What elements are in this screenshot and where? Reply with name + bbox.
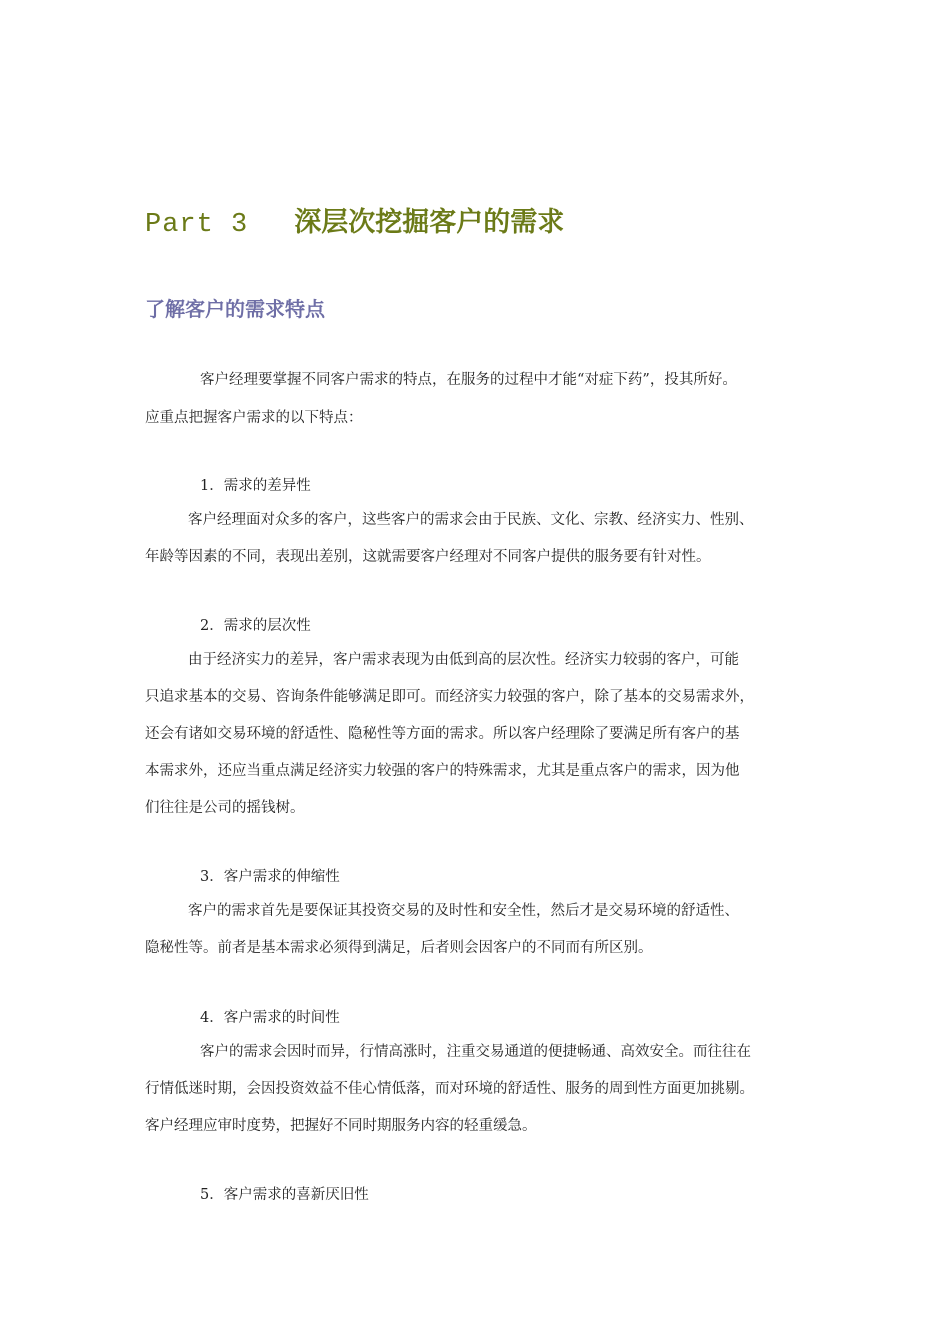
item-text-line: 隐秘性等。前者是基本需求必须得到满足，后者则会因客户的不同而有所区别。	[145, 940, 653, 956]
item-text-line: 客户的需求首先是要保证其投资交易的及时性和安全性，然后才是交易环境的舒适性、	[188, 903, 739, 919]
item-title: 2．需求的层次性	[200, 618, 311, 634]
item-title: 5．客户需求的喜新厌旧性	[200, 1187, 369, 1203]
part-title-text: 深层次挖掘客户的需求	[294, 207, 565, 238]
part-title	[145, 200, 564, 240]
item-text-line: 还会有诸如交易环境的舒适性、隐秘性等方面的需求。所以客户经理除了要满足所有客户的基	[145, 726, 740, 742]
item-text-line: 行情低迷时期，会因投资效益不佳心情低落，而对环境的舒适性、服务的周到性方面更加挑剔。	[145, 1081, 754, 1097]
item-text-line: 们往往是公司的摇钱树。	[145, 800, 305, 816]
item-text-line: 客户的需求会因时而异，行情高涨时，注重交易通道的便捷畅通、高效安全。而往往在	[200, 1044, 751, 1060]
part-number: Part 3	[145, 210, 249, 240]
intro-line-1: 客户经理要掌握不同客户需求的特点，在服务的过程中才能“对症下药”，投其所好。	[200, 372, 737, 388]
item-text-line: 客户经理应审时度势，把握好不同时期服务内容的轻重缓急。	[145, 1118, 537, 1134]
item-text-line: 客户经理面对众多的客户，这些客户的需求会由于民族、文化、宗教、经济实力、性别、	[188, 512, 754, 528]
section-heading: 了解客户的需求特点	[145, 297, 325, 321]
item-text-line: 只追求基本的交易、咨询条件能够满足即可。而经济实力较强的客户，除了基本的交易需求外，	[145, 689, 754, 705]
item-title: 4．客户需求的时间性	[200, 1010, 340, 1026]
intro-line-2: 应重点把握客户需求的以下特点：	[145, 410, 363, 426]
item-text-line: 本需求外，还应当重点满足经济实力较强的客户的特殊需求，尤其是重点客户的需求，因为他	[145, 763, 740, 779]
item-text-line: 年龄等因素的不同，表现出差别，这就需要客户经理对不同客户提供的服务要有针对性。	[145, 549, 711, 565]
item-title: 3．客户需求的伸缩性	[200, 869, 340, 885]
item-text-line: 由于经济实力的差异，客户需求表现为由低到高的层次性。经济实力较弱的客户，可能	[188, 652, 739, 668]
item-title: 1．需求的差异性	[200, 478, 311, 494]
